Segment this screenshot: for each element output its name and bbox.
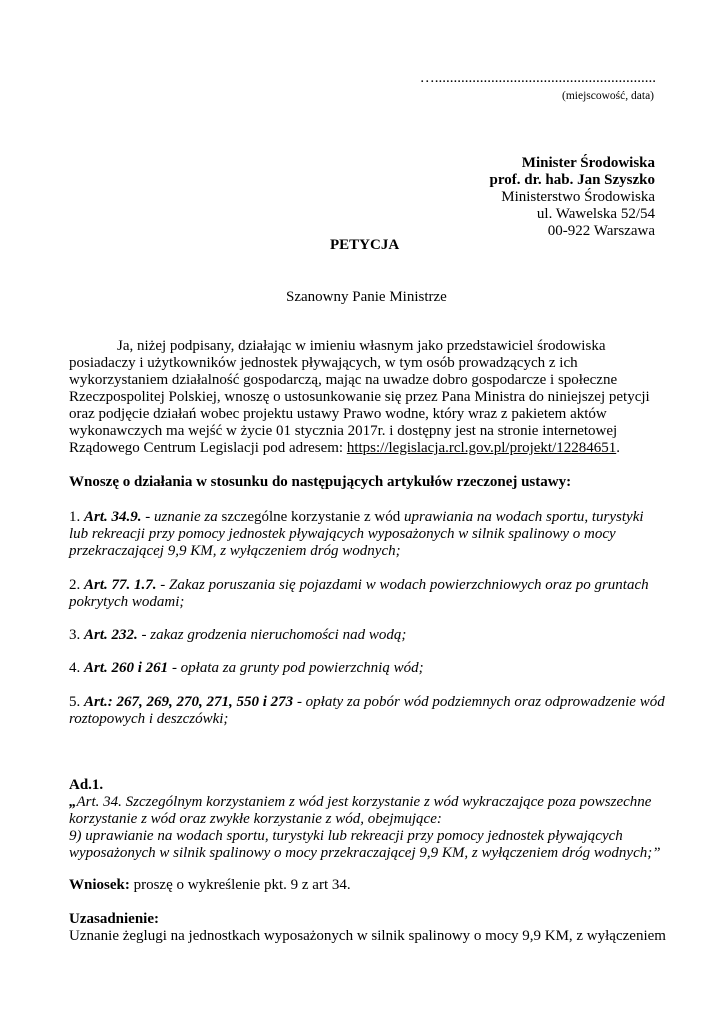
ad1-quote-line: korzystanie z wód oraz zwykłe korzystanie z wód, obejmujące: xyxy=(69,811,442,827)
intro-line-end: . xyxy=(616,440,620,456)
wniosek-text: proszę o wykreślenie pkt. 9 z art 34. xyxy=(129,877,351,893)
ad1-quote-line: 9) uprawianie na wodach sportu, turystyki lub rekreacji przy pomocy jednostek pływających xyxy=(69,828,623,844)
intro-line: wykorzystaniem działalność gospodarczą, mając na uwadze dobro gospodarcze i społeczne xyxy=(69,372,618,388)
article-ref: Art. 77. 1.7. xyxy=(84,577,157,593)
item-text: - uznanie za xyxy=(141,509,222,525)
addressee-line-5: 00-922 Warszawa xyxy=(547,223,655,239)
intro-line: Ja, niżej podpisany, działając w imieniu własnym jako przedstawiciel środowiska xyxy=(117,338,606,354)
addressee-line-4: ul. Wawelska 52/54 xyxy=(536,206,655,222)
salutation: Szanowny Panie Ministrze xyxy=(286,289,447,305)
uzasadnienie-line: Uznanie żeglugi na jednostkach wyposażonych w silnik spalinowy o mocy 9,9 KM, z wyłączeniem xyxy=(69,928,666,944)
intro-line: oraz podjęcie działań wobec projektu ustawy Prawo wodne, który wraz z pakietem aktów xyxy=(69,406,607,422)
ad1-quote-line: wyposażonych w silnik spalinowy o mocy przekraczającej 9,9 KM, z wyłączeniem dróg wodnych;” xyxy=(69,845,661,861)
item-2-line: pokrytych wodami; xyxy=(69,594,185,610)
item-text: - Zakaz poruszania się pojazdami w wodach powierzchniowych oraz po gruntach xyxy=(156,577,649,593)
article-ref: Art.: 267, 269, 270, 271, 550 i 273 xyxy=(84,694,294,710)
quote-open-mark: „ xyxy=(69,794,77,810)
item-3-line xyxy=(69,627,406,644)
addressee-line-1: Minister Środowiska xyxy=(521,155,655,171)
item-text: - opłata za grunty pod powierzchnią wód; xyxy=(168,660,424,676)
page-title: PETYCJA xyxy=(330,237,400,253)
item-1-line: przekraczającej 9,9 KM, z wyłączeniem dróg wodnych; xyxy=(69,543,401,559)
item-text: - opłaty za pobór wód podziemnych oraz odprowadzenie wód xyxy=(293,694,665,710)
addressee-line-2: prof. dr. hab. Jan Szyszko xyxy=(489,172,655,188)
item-1-line: lub rekreacji przy pomocy jednostek pływających wyposażonych w silnik spalinowy o mocy xyxy=(69,526,616,542)
item-number: 1. xyxy=(69,509,84,525)
item-5-line: roztopowych i deszczówki; xyxy=(69,711,229,727)
addressee-line-3: Ministerstwo Środowiska xyxy=(501,189,655,205)
item-text: szczególne korzystanie z wód xyxy=(221,509,404,525)
article-ref: Art. 232. xyxy=(84,627,138,643)
intro-line: Rzeczpospolitej Polskiej, wnoszę o ustosunkowanie się przez Pana Ministra do niniejszej petycji xyxy=(69,389,650,405)
article-ref: Art. 34.9. xyxy=(84,509,142,525)
intro-line: posiadaczy i użytkowników jednostek pływających, w tym osób prowadzących z ich xyxy=(69,355,578,371)
ad1-quote-line xyxy=(69,794,651,811)
item-number: 3. xyxy=(69,627,84,643)
item-number: 2. xyxy=(69,577,84,593)
intro-line xyxy=(69,440,620,457)
rcl-link[interactable]: https://legislacja.rcl.gov.pl/projekt/12284651 xyxy=(346,440,617,456)
wniosek-label: Wniosek: xyxy=(69,877,130,893)
item-4-line xyxy=(69,660,424,677)
intro-line-text: Rządowego Centrum Legislacji pod adresem: xyxy=(69,440,347,456)
quote-text: Art. 34. Szczególnym korzystaniem z wód jest korzystanie z wód wykraczające poza powszechne xyxy=(76,794,652,810)
wniosek-line xyxy=(69,877,351,894)
date-dots-line: …........................................................... xyxy=(419,70,656,86)
article-ref: Art. 260 i 261 xyxy=(84,660,169,676)
item-1-line xyxy=(69,509,644,526)
item-2-line xyxy=(69,577,649,594)
uzasadnienie-label: Uzasadnienie: xyxy=(69,911,159,927)
date-caption: (miejscowość, data) xyxy=(562,90,654,102)
item-5-line xyxy=(69,694,665,711)
ad1-heading: Ad.1. xyxy=(69,777,104,793)
intro-line: wykonawczych ma wejść w życie 01 stycznia 2017r. i dostępny jest na stronie internetowej xyxy=(69,423,618,439)
item-number: 5. xyxy=(69,694,84,710)
item-text: uprawiania na wodach sportu, turystyki xyxy=(403,509,644,525)
request-heading: Wnoszę o działania w stosunku do następujących artykułów rzeczonej ustawy: xyxy=(69,474,572,490)
item-number: 4. xyxy=(69,660,84,676)
item-text: - zakaz grodzenia nieruchomości nad wodą; xyxy=(137,627,407,643)
